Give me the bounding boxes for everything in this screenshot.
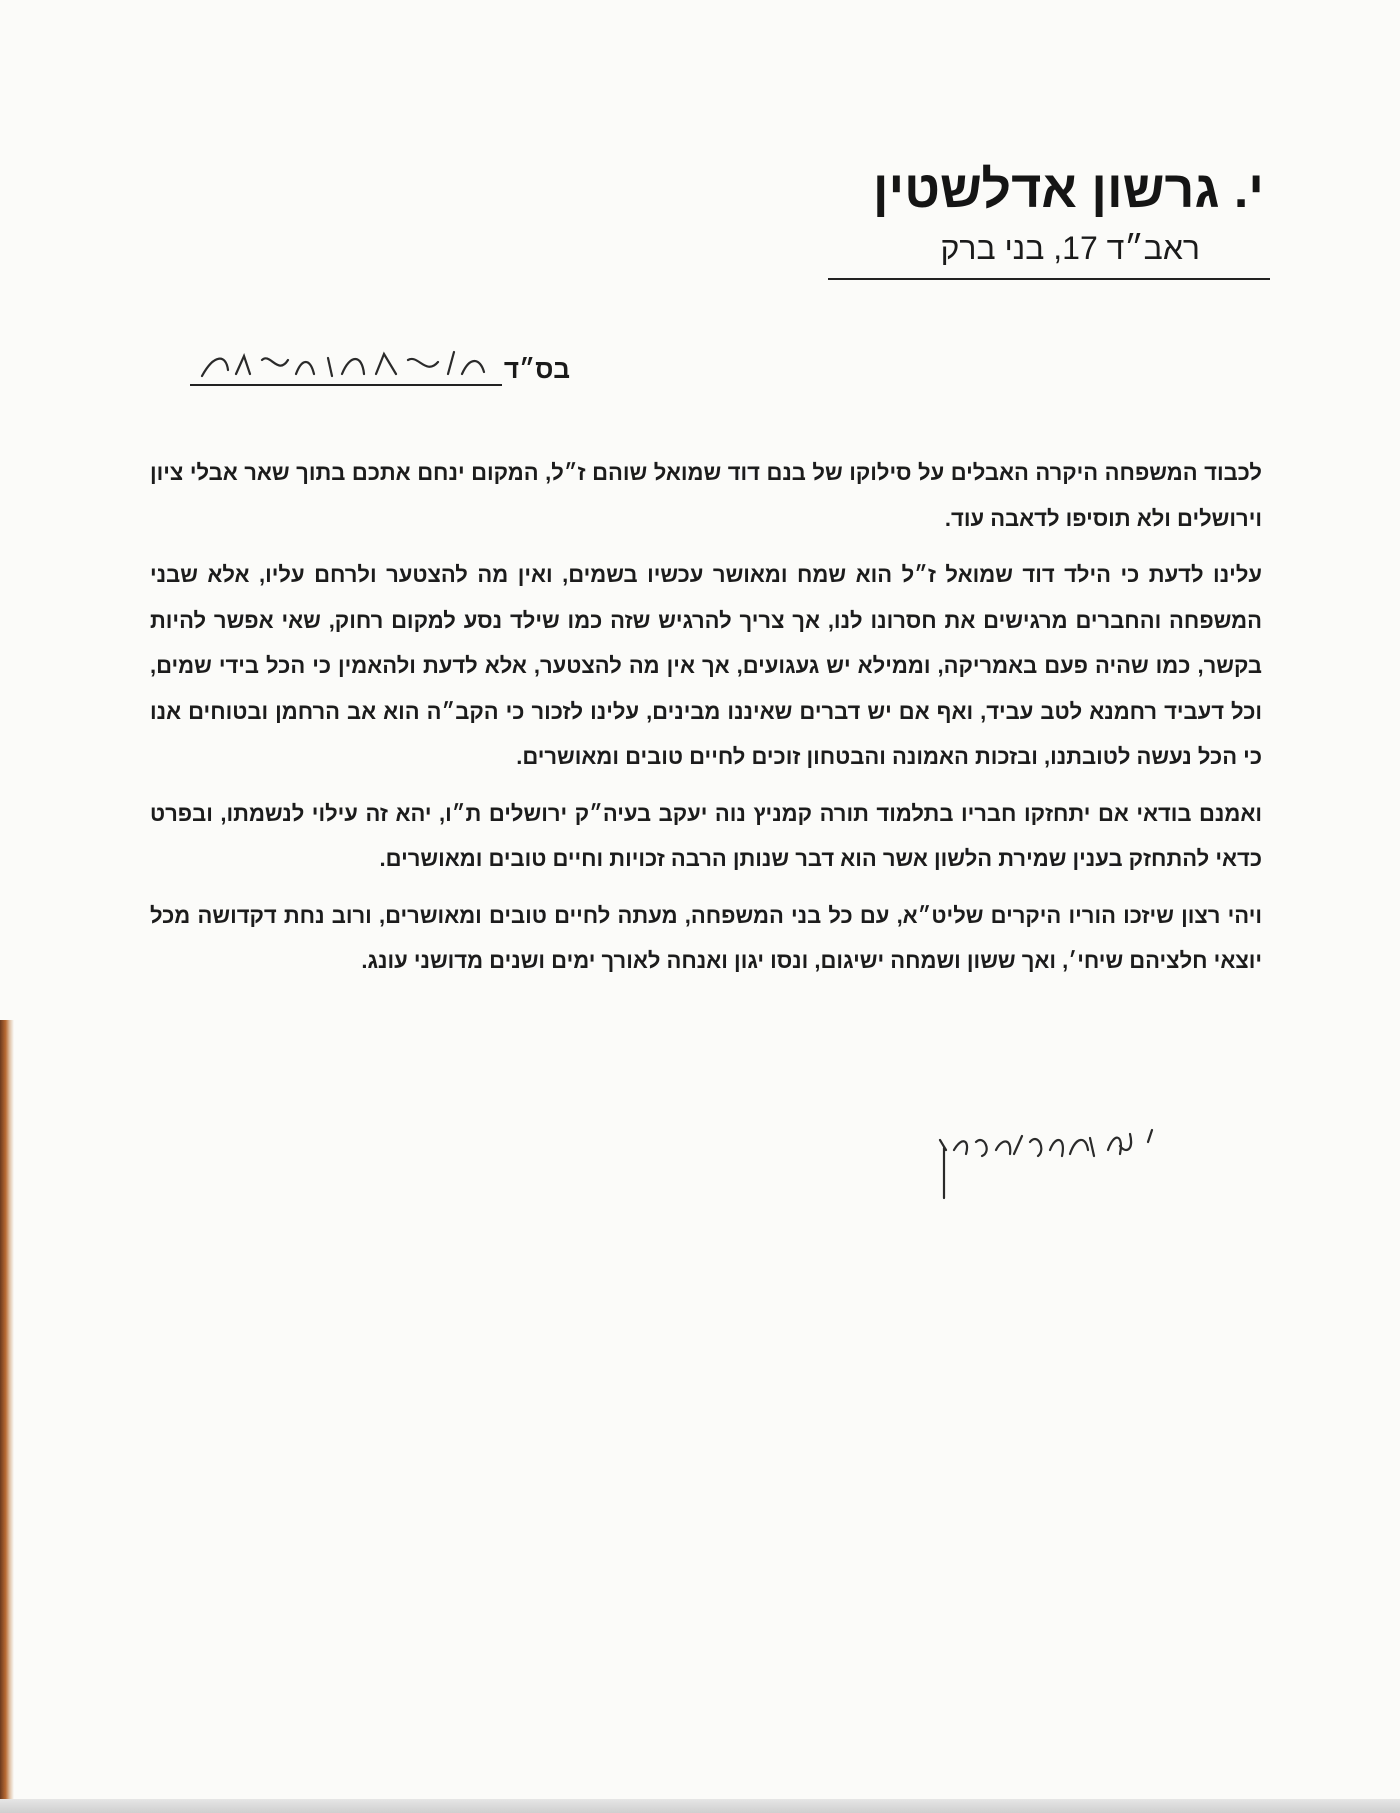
paragraph-4: ויהי רצון שיזכו הוריו היקרים שליט״א, עם כל בני המשפחה, מעתה לחיים טובים ומאושרים, ורוב נחת דקדושה מכל יוצאי חלציהם שיחי׳, ואך ששון ושמחה ישיגום, ונסו יגון ואנחה לאורך ימים ושנים מדושני עונג. [150, 902, 1262, 973]
paragraph-1: לכבוד המשפחה היקרה האבלים על סילוקו של בנם דוד שמואל שוהם ז״ל, המקום ינחם אתכם בתוך שאר אבלי ציון וירושלים ולא תוסיפו לדאבה עוד. [150, 460, 1262, 531]
letterhead-name: י. גרשון אדלשטין [872, 161, 1264, 219]
letterhead-divider [828, 278, 1270, 280]
letter-body [150, 450, 1262, 995]
handwritten-date-scribble [192, 340, 492, 390]
page-edge-left [0, 1020, 14, 1800]
bsd-mark: בס״ד [503, 354, 570, 384]
paragraph-2: עלינו לדעת כי הילד דוד שמואל ז״ל הוא שמח ומאושר עכשיו בשמים, ואין מה להצטער ולרחם עליו, אלא שבני המשפחה והחברים מרגישים את חסרונו לנו, אך צריך להרגיש שזה כמו שילד נסע למקום רחוק, שאי אפשר להיות בקשר, כמו שהיה פעם באמריקה, וממילא יש געגועים, אך אין מה להצטער, אלא לדעת ולהאמין כי הכל בידי שמים, וכל דעביד רחמנא לטב עביד, ואף אם יש דברים שאיננו מבינים, עלינו לזכור כי הקב״ה הוא אב הרחמן ובטוחים אנו כי הכל נעשה לטובתנו, ובזכות האמונה והבטחון זוכים לחיים טובים ומאושרים. [150, 562, 1262, 769]
handwritten-signature [930, 1120, 1160, 1210]
page-edge-bottom [0, 1799, 1400, 1813]
paragraph-3: ואמנם בודאי אם יתחזקו חבריו בתלמוד תורה קמניץ נוה יעקב בעיה״ק ירושלים ת״ו, יהא זה עילוי לנשמתו, ובפרט כדאי להתחזק בענין שמירת הלשון אשר הוא דבר שנותן הרבה זכויות וחיים טובים ומאושרים. [150, 800, 1262, 871]
letterhead [810, 158, 1270, 270]
letterhead-address: ראב״ד 17, בני ברק [940, 230, 1200, 266]
